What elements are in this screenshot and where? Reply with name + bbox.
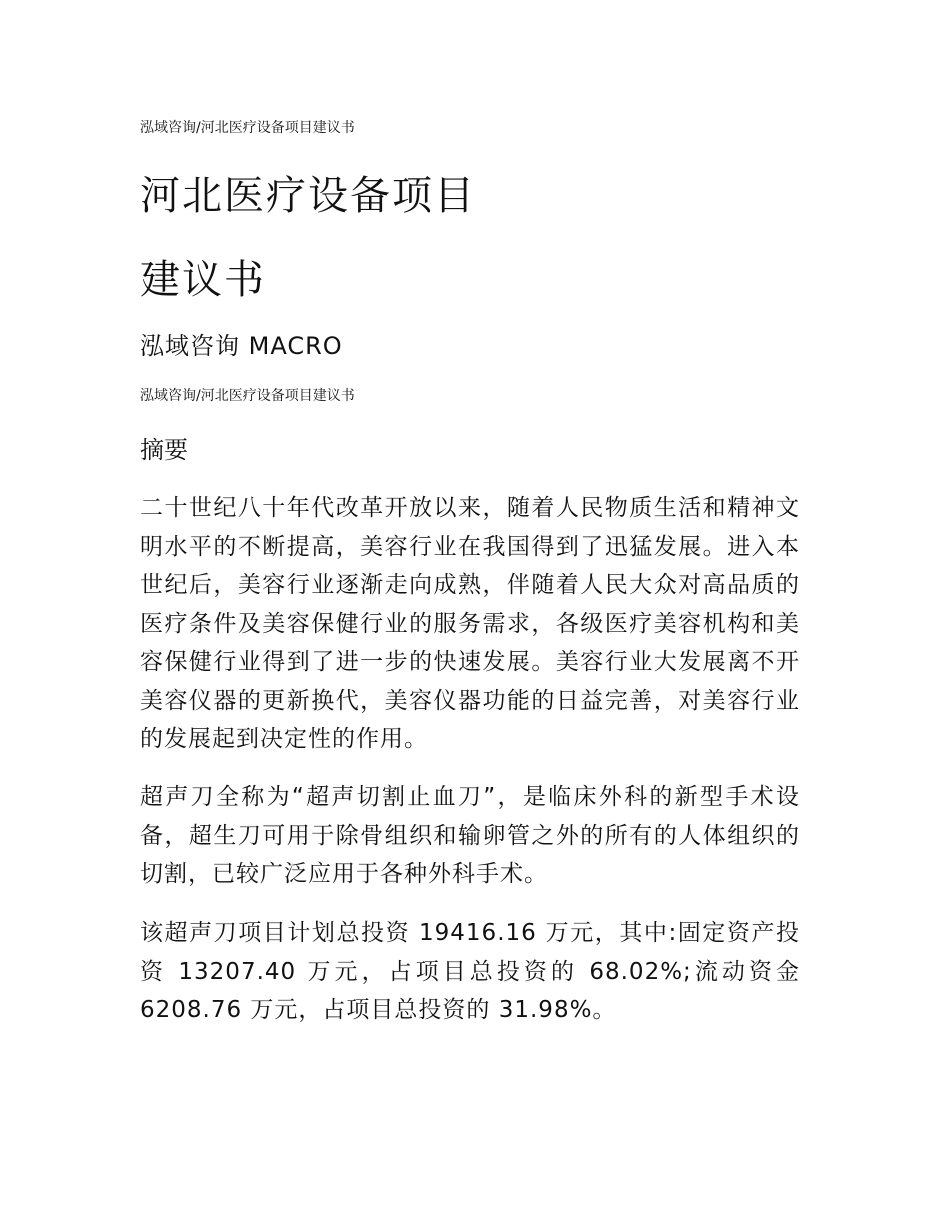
running-header-second: 泓域咨询/河北医疗设备项目建议书 <box>140 388 355 404</box>
section-heading-abstract: 摘要 <box>140 436 188 464</box>
abstract-paragraph-2: 超声刀全称为“超声切割止血刀”，是临床外科的新型手术设备，超生刀可用于除骨组织和输卵管之外的所有的人体组织的切割，已较广泛应用于各种外科手术。 <box>140 784 800 887</box>
abstract-paragraph-3: 该超声刀项目计划总投资 19416.16 万元，其中:固定资产投资 13207.40 万元，占项目总投资的 68.02%;流动资金 6208.76 万元，占项目总投资的 31.98%。 <box>140 920 800 1023</box>
running-header-top: 泓域咨询/河北医疗设备项目建议书 <box>140 120 355 136</box>
company-name: 泓域咨询 MACRO <box>140 332 343 360</box>
abstract-paragraph-1: 二十世纪八十年代改革开放以来，随着人民物质生活和精神文明水平的不断提高，美容行业在我国得到了迅猛发展。进入本世纪后，美容行业逐渐走向成熟，伴随着人民大众对高品质的医疗条件及美容保健行业的服务需求，各级医疗美容机构和美容保健行业得到了进一步的快速发展。美容行业大发展离不开美容仪器的更新换代，美容仪器功能的日益完善，对美容行业的发展起到决定性的作用。 <box>140 495 800 752</box>
document-page <box>140 0 810 1230</box>
document-title-line-1: 河北医疗设备项目 <box>140 173 476 219</box>
document-title-line-2: 建议书 <box>140 257 266 303</box>
